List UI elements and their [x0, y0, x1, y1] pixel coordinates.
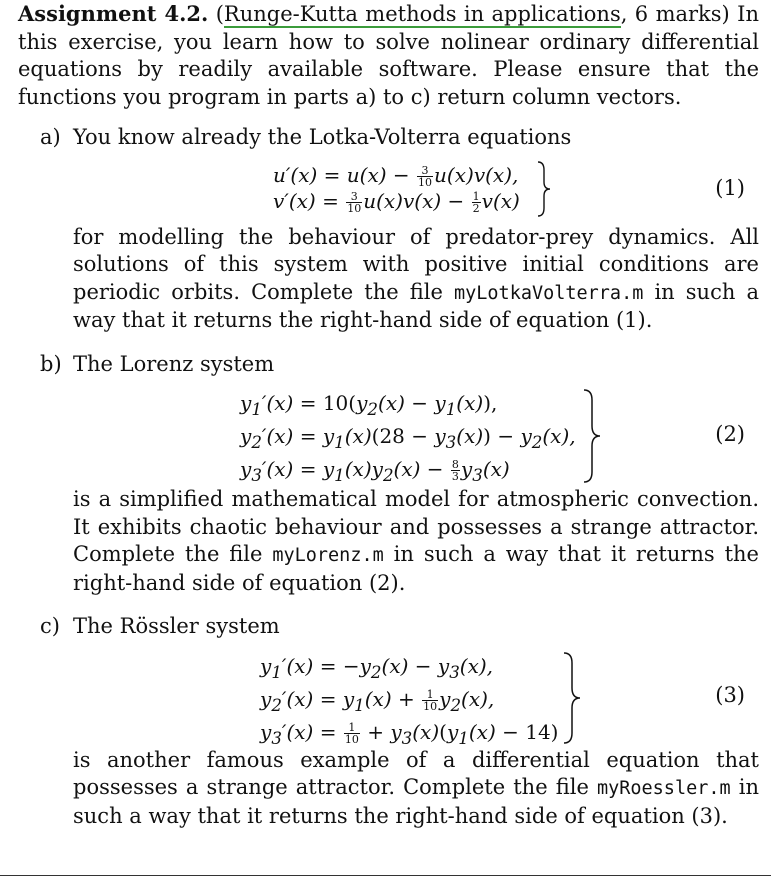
- equation-2-line-3: $y_3'(x) = y_1(x)y_2(x)$ − $\frac{8}{3}$ $y_3(x)$: [240, 457, 510, 485]
- file-myLotkaVolterra: myLotkaVolterra.m: [454, 282, 644, 304]
- equation-3-line-3: $y_3'(x)$ = $\frac{1}{10}$ + $y_3(x)(y_1(x) - 14)$: [260, 719, 559, 748]
- equation-1-line-1: u′(x) = u(x) − $\frac{3}{10}$ u(x)v(x),: [273, 162, 519, 189]
- file-myRoessler: myRoessler.m: [596, 778, 731, 799]
- equation-2-line-2: $y_2'(x) = y_1(x)(28 - y_3(x)) - y_2(x)$,: [240, 424, 576, 452]
- part-b: [18, 351, 759, 598]
- equation-3-brace: [561, 651, 583, 745]
- topic-close: , 6 marks): [620, 2, 730, 26]
- part-a-text: for modelling the behaviour of predator-prey dynamics. All solutions of this system with positive initial conditions are periodic orbits. Complete the file: [73, 224, 759, 304]
- equation-1-brace: [535, 160, 553, 218]
- equation-3-number: (3): [715, 682, 745, 707]
- part-b-body: [73, 486, 759, 597]
- equation-3-line-1: $y_1'(x) = -y_2(x) - y_3(x)$,: [260, 653, 494, 682]
- part-c-label: c): [40, 614, 60, 638]
- part-c: [18, 613, 759, 830]
- part-b-intro: The Lorenz system: [73, 351, 275, 376]
- equation-2-number: (2): [715, 422, 745, 446]
- equation-1-number: (1): [715, 175, 745, 200]
- part-b-text: is a simplified mathematical model for atmospheric convection. It exhibits chaotic behaviour and possesses a strange attractor. Complete the file: [73, 487, 759, 566]
- part-c-text: is another famous example of a differential equation that possesses a strange attractor. Complete the file: [73, 747, 759, 799]
- equation-1: [73, 158, 759, 224]
- equation-3-line-2: $y_2'(x) = y_1(x)$ + $\frac{1}{10}$ $y_2(x)$,: [260, 686, 495, 715]
- equation-2: [73, 388, 759, 486]
- equation-2-lines: [240, 390, 576, 489]
- file-myLorenz: myLorenz.m: [272, 545, 384, 566]
- equation-2-brace: [581, 388, 603, 484]
- part-c-intro: The Rössler system: [73, 614, 280, 638]
- equation-3: [73, 651, 759, 747]
- assignment-intro: In this exercise, you learn how to solve nolinear ordinary differential equations by readily available software. Please ensure that the functions you program in parts a) to c) return column vectors.: [18, 2, 759, 109]
- part-c-text-end: in such a way that it returns the right-hand side of equation (3).: [73, 775, 759, 828]
- equation-3-lines: [260, 653, 558, 752]
- part-b-label: b): [40, 351, 62, 376]
- assignment-header: [18, 0, 759, 111]
- equation-1-line-2: v′(x) = $\frac{3}{10}$ u(x)v(x) − $\frac{1}{2}$ v(x): [273, 188, 520, 215]
- topic-link[interactable]: Runge-Kutta methods in applications: [223, 2, 621, 26]
- part-a-text-end: in such a way that it returns the right-hand side of equation (1).: [73, 279, 759, 332]
- topic-open: (: [215, 2, 224, 26]
- equation-1-lines: [273, 162, 520, 214]
- part-a: [18, 124, 759, 335]
- assignment-title: Assignment 4.2.: [18, 1, 209, 26]
- part-a-label: a): [40, 125, 61, 149]
- part-c-body: [73, 747, 759, 831]
- part-a-intro: You know already the Lotka-Volterra equations: [73, 125, 572, 149]
- part-a-body: [73, 224, 759, 335]
- equation-2-line-1: $y_1'(x) = 10(y_2(x) - y_1(x))$,: [240, 391, 498, 419]
- part-b-text-end: in such a way that it returns the right-hand side of equation (2).: [73, 542, 759, 595]
